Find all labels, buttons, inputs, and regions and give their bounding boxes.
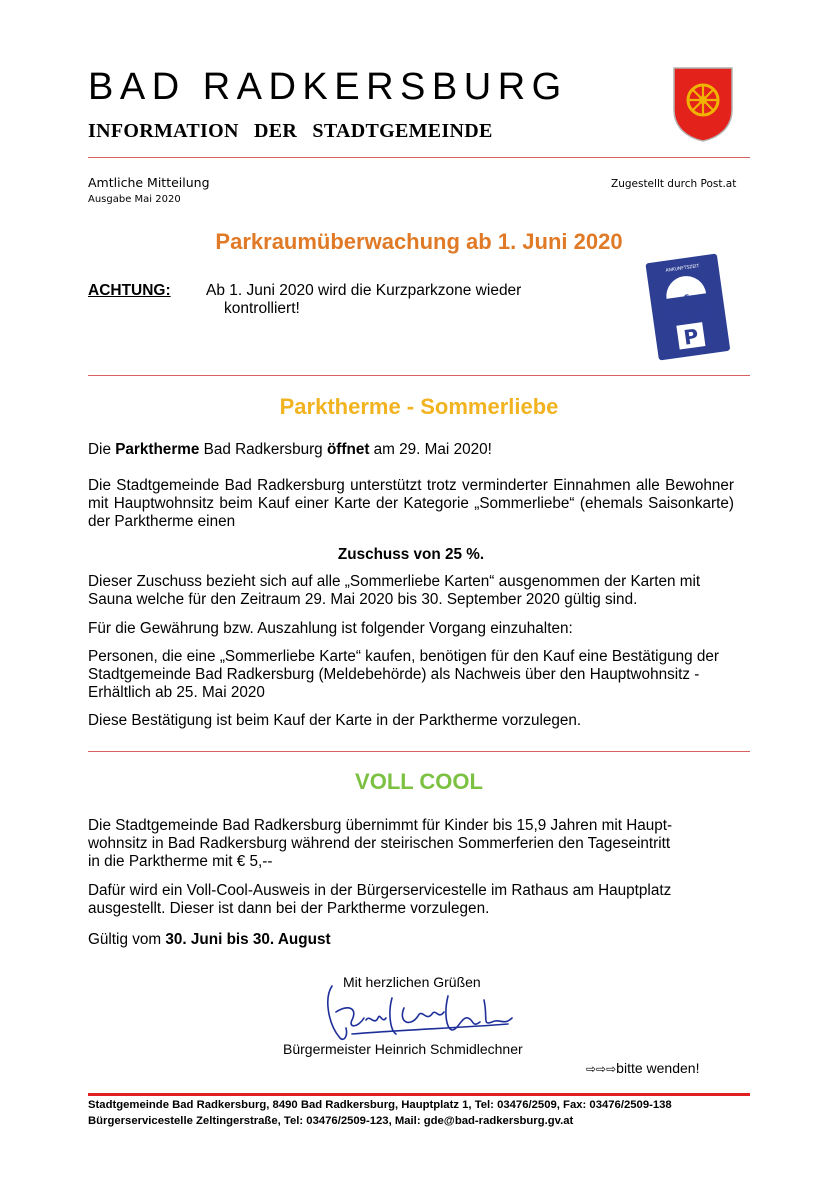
divider bbox=[88, 157, 750, 158]
arrow-right-icon: ⇨⇨⇨ bbox=[586, 1062, 617, 1076]
signature-icon bbox=[318, 978, 526, 1046]
disc-number: 6 bbox=[683, 293, 691, 305]
footer-divider bbox=[88, 1093, 750, 1096]
cool-paragraph-2: Dafür wird ein Voll-Cool-Ausweis in der Bürgerservicestelle im Rathaus am Hauptplatz ausgestellt. Dieser ist dann bei der Parktherme vorzulegen. bbox=[88, 882, 672, 917]
validity-line: Gültig vom 30. Juni bis 30. August bbox=[88, 931, 331, 948]
parking-disc-icon bbox=[638, 252, 738, 364]
therme-paragraph-4: Personen, die eine „Sommerliebe Karte“ kaufen, benötigen für den Kauf eine Bestätigung der Stadtgemeinde Bad Radkersburg (Meldebehörde) als Nachweis über den Hauptwohnsitz - Erhältlich ab 25. Mai 2020 bbox=[88, 648, 719, 701]
cool-heading: VOLL COOL bbox=[355, 769, 483, 794]
opening-line: Die Parktherme Bad Radkersburg öffnet am 29. Mai 2020! bbox=[88, 441, 492, 458]
therme-paragraph-5: Diese Bestätigung ist beim Kauf der Karte in der Parktherme vorzulegen. bbox=[88, 712, 582, 729]
turn-page-note: ⇨⇨⇨bitte wenden! bbox=[586, 1060, 700, 1076]
disc-number: 7 bbox=[694, 295, 702, 306]
footer-address: Stadtgemeinde Bad Radkersburg, 8490 Bad Radkersburg, Hauptplatz 1, Tel: 03476/2509, Fax: 03476/2509-138 bbox=[88, 1099, 672, 1111]
parking-heading: Parkraumüberwachung ab 1. Juni 2020 bbox=[215, 229, 623, 254]
disc-number: 5 bbox=[672, 298, 681, 309]
page-subtitle: INFORMATION DER STADTGEMEINDE bbox=[88, 120, 493, 142]
therme-paragraph-1: Die Stadtgemeinde Bad Radkersburg unterstützt trotz verminderter Einnahmen alle Bewohner mit Hauptwohnsitz beim Kauf einer Karte der Kategorie „Sommerliebe“ (ehemals Saisonkarte) der Parktherme einen bbox=[88, 477, 734, 530]
disc-letter: P bbox=[682, 323, 700, 350]
coat-of-arms-icon bbox=[672, 66, 734, 142]
divider bbox=[88, 375, 750, 376]
delivery-label: Zugestellt durch Post.at bbox=[611, 178, 737, 190]
footer-contact: Bürgerservicestelle Zeltingerstraße, Tel: 03476/2509-123, Mail: gde@bad-radkersburg.gv.at bbox=[88, 1115, 574, 1127]
greeting: Mit herzlichen Grüßen bbox=[343, 974, 481, 990]
grant-text: Zuschuss von 25 %. bbox=[337, 546, 485, 563]
divider bbox=[88, 751, 750, 752]
signer-name: Bürgermeister Heinrich Schmidlechner bbox=[283, 1041, 523, 1057]
cool-paragraph-1: Die Stadtgemeinde Bad Radkersburg übernimmt für Kinder bis 15,9 Jahren mit Haupt- wohnsitz in Bad Radkersburg während der steirischen Sommerferien den Tageseintritt in die Parktherme mit € 5,-- bbox=[88, 817, 673, 870]
therme-paragraph-3: Für die Gewährung bzw. Auszahlung ist folgender Vorgang einzuhalten: bbox=[88, 620, 573, 637]
page-title: BAD RADKERSBURG bbox=[88, 66, 568, 108]
parking-text: Ab 1. Juni 2020 wird die Kurzparkzone wieder kontrolliert! bbox=[206, 282, 522, 317]
therme-heading: Parktherme - Sommerliebe bbox=[279, 394, 559, 419]
notice-label: Amtliche Mitteilung bbox=[88, 175, 210, 190]
therme-paragraph-2: Dieser Zuschuss bezieht sich auf alle „Sommerliebe Karten“ ausgenommen der Karten mit Sauna welche für den Zeitraum 29. Mai 2020 bis 30. September 2020 gültig sind. bbox=[88, 573, 701, 608]
issue-label: Ausgabe Mai 2020 bbox=[88, 194, 181, 205]
attention-label: ACHTUNG: bbox=[88, 282, 171, 299]
disc-label: ANKUNFTSZEIT bbox=[665, 264, 700, 274]
